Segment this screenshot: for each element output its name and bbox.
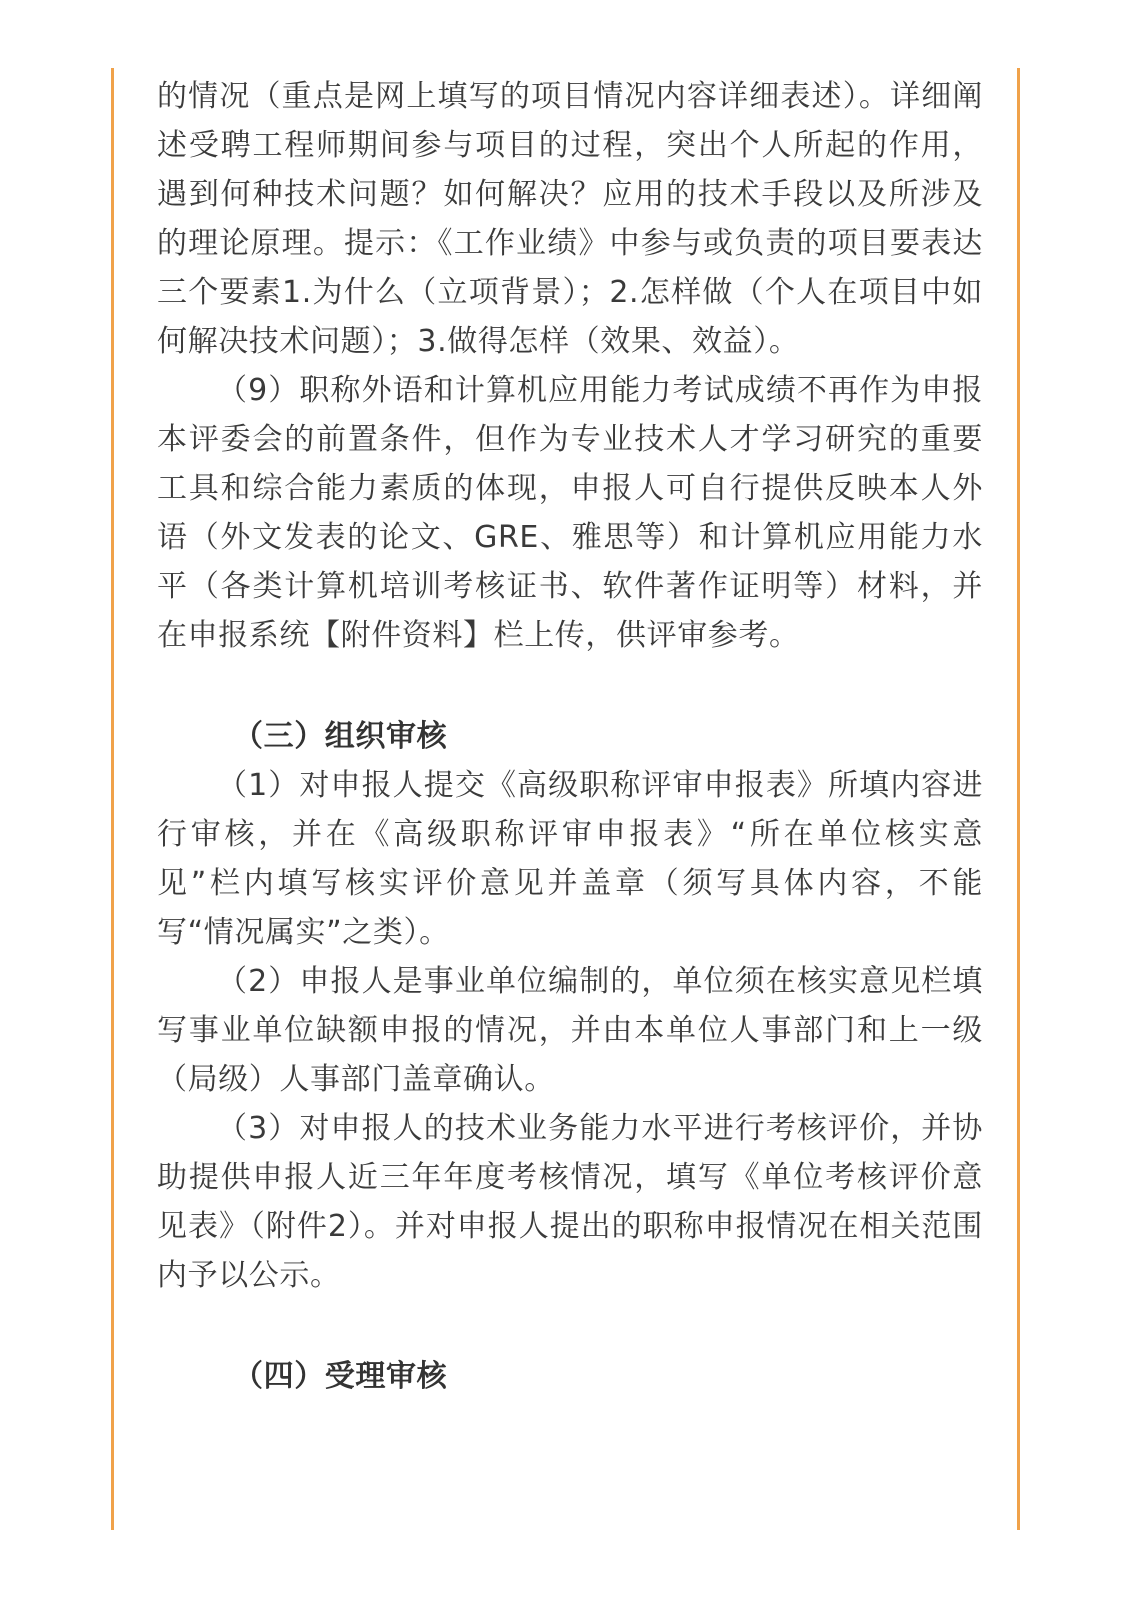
section-spacer — [157, 660, 983, 712]
section-spacer — [157, 1300, 983, 1352]
paragraph-item-9: （9）职称外语和计算机应用能力考试成绩不再作为申报本评委会的前置条件，但作为专业技术人才学习研究的重要工具和综合能力素质的体现，申报人可自行提供反映本人外语（外文发表的论文、GRE、雅思等）和计算机应用能力水平（各类计算机培训考核证书、软件著作证明等）材料，并在申报系统【附件资料】栏上传，供评审参考。 — [157, 373, 983, 653]
paragraph-project-details: 的情况（重点是网上填写的项目情况内容详细表述）。详细阐述受聘工程师期间参与项目的过程，突出个人所起的作用，遇到何种技术问题？如何解决？应用的技术手段以及所涉及的理论原理。提示：《工作业绩》中参与或负责的项目要表达三个要素1.为什么（立项背景）；2.怎样做（个人在项目中如何解决技术问题）；3.做得怎样（效果、效益）。 — [157, 79, 983, 359]
paragraph-review-3: （3）对申报人的技术业务能力水平进行考核评价，并协助提供申报人近三年年度考核情况，填写《单位考核评价意见表》（附件2）。并对申报人提出的职称申报情况在相关范围内予以公示。 — [157, 1111, 983, 1293]
document-body — [157, 72, 983, 1401]
section-heading-acceptance-review: （四）受理审核 — [233, 1359, 448, 1394]
paragraph-review-2: （2）申报人是事业单位编制的，单位须在核实意见栏填写事业单位缺额申报的情况，并由本单位人事部门和上一级（局级）人事部门盖章确认。 — [157, 964, 983, 1097]
right-accent-border — [1017, 68, 1020, 1530]
paragraph-review-1: （1）对申报人提交《高级职称评审申报表》所填内容进行审核，并在《高级职称评审申报表》“所在单位核实意见”栏内填写核实评价意见并盖章（须写具体内容，不能写“情况属实”之类）。 — [157, 768, 983, 950]
left-accent-border — [111, 68, 114, 1530]
section-heading-organization-review: （三）组织审核 — [233, 719, 448, 754]
